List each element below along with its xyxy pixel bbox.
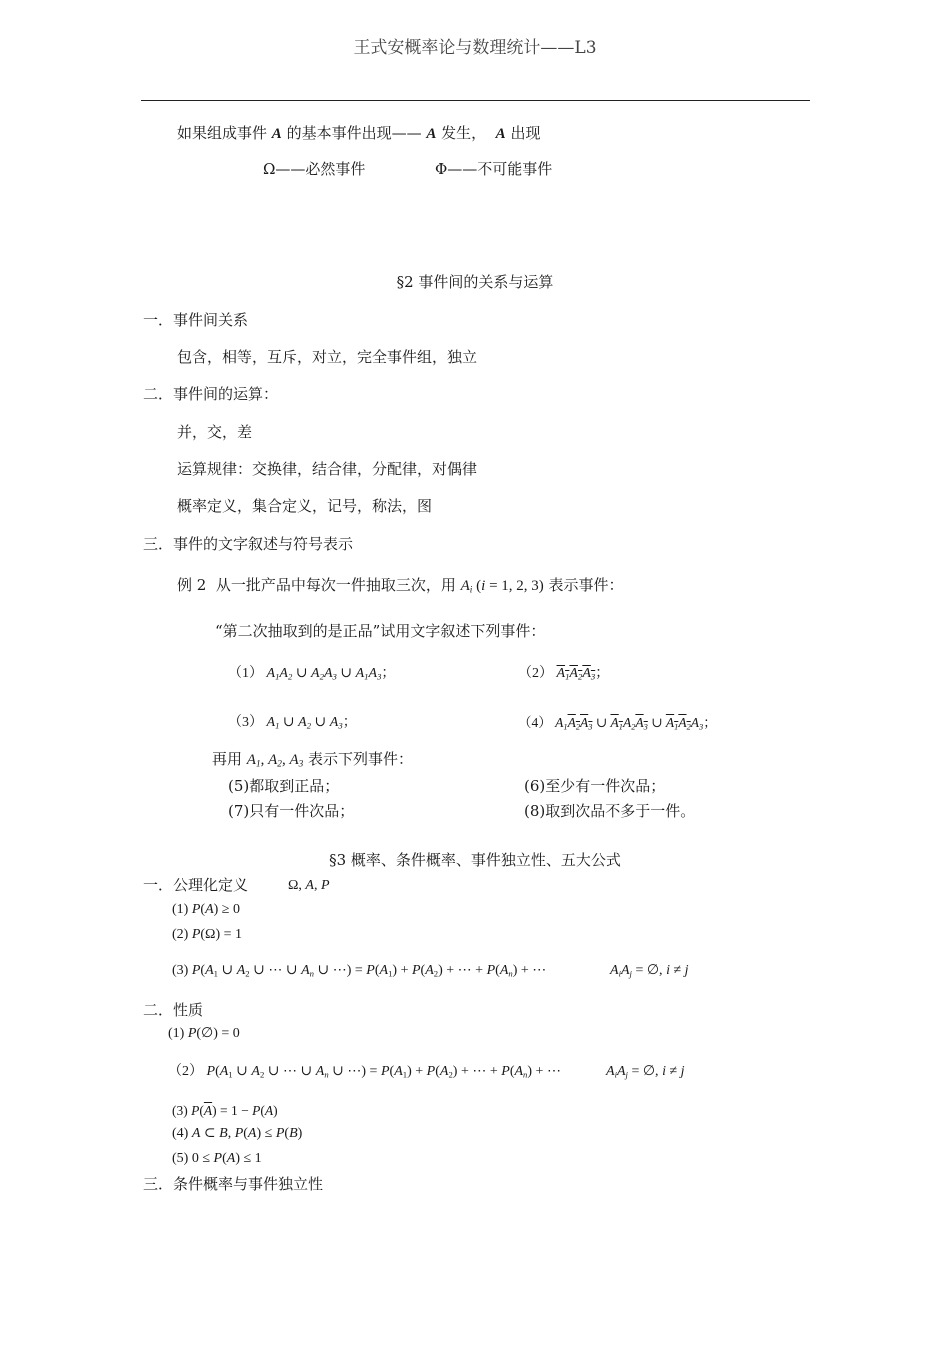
phi-definition: Φ——不可能事件: [435, 160, 553, 178]
heading-notation: 三．事件的文字叙述与符号表示: [143, 535, 354, 553]
page-header: 王式安概率论与数理统计——L3: [353, 38, 597, 58]
property-2: （2） $P(A_1$ ∪ $A_2$ ∪ ⋯ ∪ $A_n$ ∪ ⋯) = $P(A_1) + P(A_2)$ + ⋯ + $P(A_n)$ + ⋯: [168, 1064, 561, 1080]
property-3: (3) $P(\overline{A}) = 1 - P(A)$: [172, 1103, 278, 1118]
omega-definition: Ω——必然事件: [263, 160, 366, 178]
exercise-8: (8)取到次品不多于一件。: [524, 802, 696, 820]
property-5: (5) 0 ≤ P(A) ≤ 1: [172, 1151, 262, 1166]
header-rule: [141, 100, 810, 101]
exercise-6: (6)至少有一件次品；: [524, 777, 666, 795]
probability-space: Ω, A, P: [288, 878, 330, 893]
heading-axioms: 一．公理化定义: [143, 876, 249, 894]
exercise-5: (5)都取到正品；: [228, 777, 340, 795]
heading-relations: 一．事件间关系: [143, 311, 249, 329]
intro-line: 如果组成事件 A 的基本事件出现—— A 发生， A 出现: [177, 124, 541, 142]
axiom-3-condition: $A_iA_j$ = ∅, i ≠ j: [610, 963, 689, 979]
example-prompt: “第二次抽取到的是正品”试用文字叙述下列事件：: [215, 622, 546, 640]
property-2-condition: $A_iA_j$ = ∅, i ≠ j: [606, 1064, 685, 1080]
heading-conditional: 三．条件概率与事件独立性: [143, 1175, 324, 1193]
exercise-2: （2） $A_1A_2A_3$；: [518, 666, 610, 682]
axiom-2: (2) P(Ω) = 1: [172, 927, 243, 942]
exercise-3: （3） $A_1$ ∪ $A_2$ ∪ $A_3$；: [228, 715, 357, 731]
property-1: (1) P(∅) = 0: [168, 1026, 240, 1041]
axiom-3: (3) $P(A_1$ ∪ $A_2$ ∪ ⋯ ∪ $A_n$ ∪ ⋯) = $P(A_1) + P(A_2)$ + ⋯ + $P(A_n)$ + ⋯: [172, 963, 547, 979]
again-prompt: 再用 $A_1$, $A_2$, $A_3$ 表示下列事件：: [212, 750, 414, 770]
exercise-4: （4） $A_1A_2A_3$ ∪ $A_1A_2A_3$ ∪ $A_1A_2A_3$；: [518, 715, 717, 732]
axiom-1: (1) P(A) ≥ 0: [172, 902, 240, 917]
operations-list: 并，交，差: [177, 423, 253, 441]
section-2-title: §2 事件间的关系与运算: [396, 273, 554, 291]
exercise-1: （1） $A_1A_2$ ∪ $A_2A_3$ ∪ $A_1A_3$；: [228, 666, 396, 682]
definition-notes: 概率定义，集合定义，记号，称法，图: [177, 497, 433, 515]
relations-list: 包含，相等，互斥，对立，完全事件组，独立: [177, 348, 478, 366]
heading-operations: 二．事件间的运算：: [143, 385, 279, 403]
section-3-title: §3 概率、条件概率、事件独立性、五大公式: [329, 851, 621, 869]
operation-laws: 运算规律：交换律，结合律，分配律，对偶律: [177, 460, 478, 478]
property-4: (4) A ⊂ B, P(A) ≤ P(B): [172, 1126, 303, 1141]
exercise-7: (7)只有一件次品；: [228, 802, 355, 820]
example-2: 例 2 从一批产品中每次一件抽取三次，用 $A_i$ (i = 1, 2, 3) 表示事件：: [177, 576, 624, 596]
heading-properties: 二．性质: [143, 1001, 204, 1019]
